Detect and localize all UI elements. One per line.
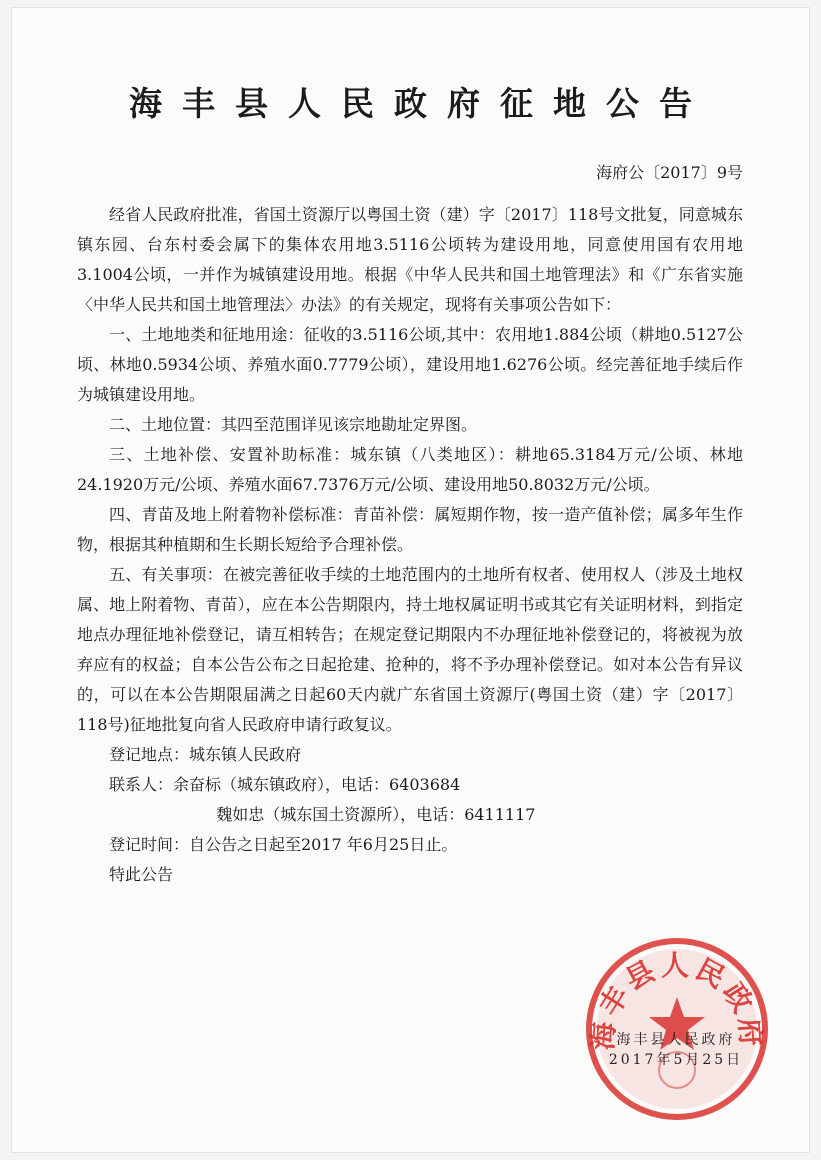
intro-paragraph: 经省人民政府批准，省国土资源厅以粤国土资（建）字〔2017〕118号文批复，同意城东镇东园、台东村委会属下的集体农用地3.5116公顷转为建设用地，同意使用国有农用地3.1004公顷，一并作为城镇建设用地。根据《中华人民共和国土地管理法》和《广东省实施〈中华人民共和国土地管理法〉办法》的有关规定，现将有关事项公告如下： [77,205,743,314]
contact-line-2: 魏如忠（城东国土资源所），电话：6411117 [216,805,536,824]
closing-text: 特此公告 [109,865,174,884]
document-body [77,200,743,890]
registration-time: 登记时间：自公告之日起至2017 年6月25日止。 [109,835,458,854]
document-number: 海府公〔2017〕9号 [596,163,743,182]
seal-arc-text: 海丰县人民政府 [586,949,768,1052]
document-title: 海丰县人民政府征地公告 [129,84,712,123]
issue-date: 2017年5月25日 [608,1052,744,1068]
item-5-paragraph: 五、有关事项：在被完善征收手续的土地范围内的土地所有权者、使用权人（涉及土地权属、地上附着物、青苗），应在本公告期限内，持土地权属证明书或其它有关证明材料，到指定地点办理征地补偿登记，请互相转告；在规定登记期限内不办理征地补偿登记的，将被视为放弃应有的权益；自本公告公布之日起抢建、抢种的，将不予办理补偿登记。如对本公告有异议的，可以在本公告期限届满之日起60天内就广东省国土资源厅(粤国土资（建）字〔2017〕118号)征地批复向省人民政府申请行政复议。 [77,565,743,734]
item-4-paragraph: 四、青苗及地上附着物补偿标准：青苗补偿：属短期作物，按一造产值补偿；属多年生作物，根据其种植期和生长期长短给予合理补偿。 [77,505,743,554]
item-2-paragraph: 二、土地位置：其四至范围详见该宗地勘址定界图。 [109,415,478,434]
registration-place: 登记地点：城东镇人民政府 [109,745,302,764]
issuer-name: 海丰县人民政府 [616,1032,736,1048]
contact-line-1: 联系人：余奋标（城东镇政府），电话：6403684 [109,775,461,794]
issuer-block [576,1030,776,1070]
item-1-paragraph: 一、土地地类和征地用途：征收的3.5116公顷,其中：农用地1.884公顷（耕地0.5127公顷、林地0.5934公顷、养殖水面0.7779公顷），建设用地1.6276公顷。经完善征地手续后作为城镇建设用地。 [77,325,743,404]
official-seal-icon [583,935,771,1123]
item-3-paragraph: 三、土地补偿、安置补助标准：城东镇（八类地区）：耕地65.3184万元/公顷、林地24.1920万元/公顷、养殖水面67.7376万元/公顷、建设用地50.8032万元/公顷。 [77,445,743,494]
